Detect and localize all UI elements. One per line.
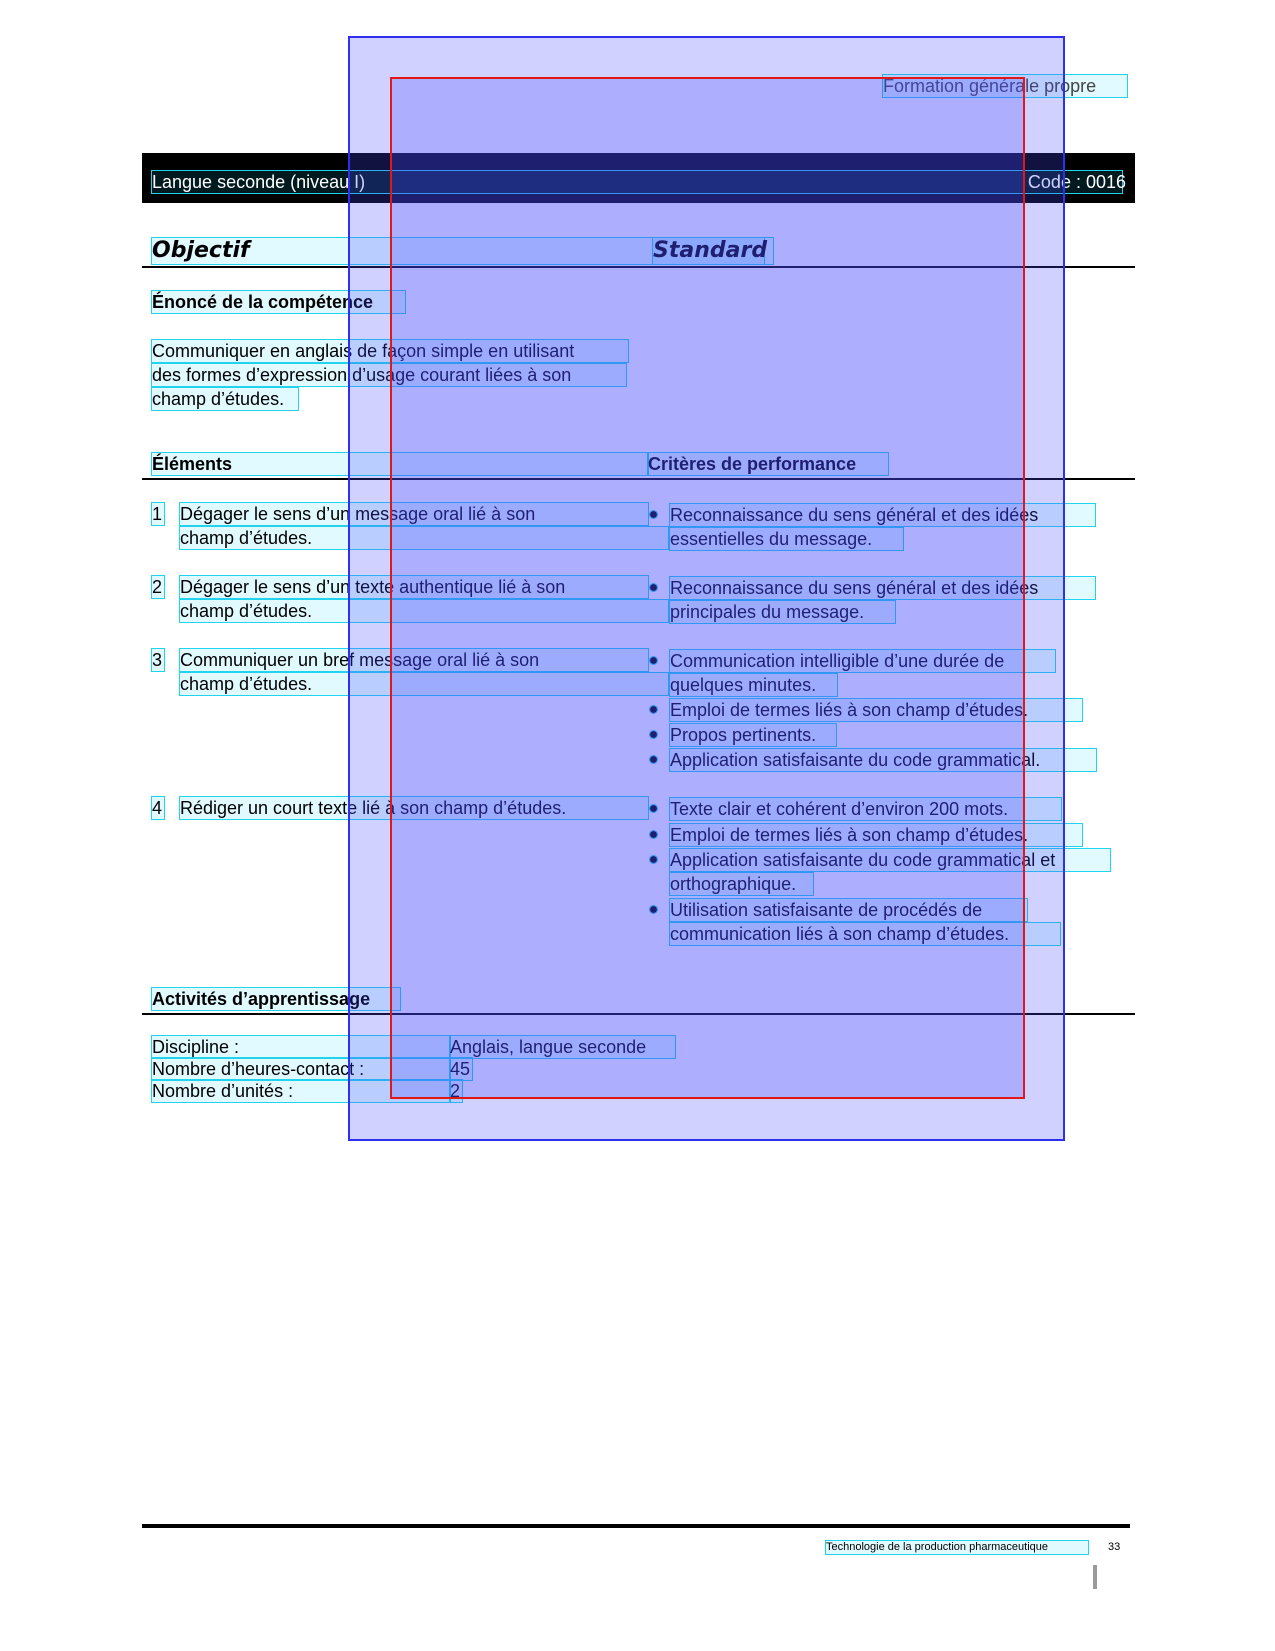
- criterion-4-2: Emploi de termes liés à son champ d’études.: [670, 824, 1082, 846]
- activity-label: Nombre d’heures-contact :: [152, 1058, 450, 1080]
- element-number: 2: [152, 577, 163, 597]
- element-number: 3: [152, 650, 163, 670]
- criterion-3-4: Application satisfaisante du code grammatical.: [670, 749, 1096, 771]
- element-4-line-1: Rédiger un court texte lié à son champ d’études.: [180, 797, 648, 819]
- competence-line-1: Communiquer en anglais de façon simple en utilisant: [152, 340, 628, 362]
- element-number: 1: [152, 504, 163, 524]
- criterion-2-1-line-1: Reconnaissance du sens général et des idées: [670, 577, 1095, 599]
- activity-label: Nombre d’unités :: [152, 1080, 450, 1102]
- activity-value: 45: [450, 1059, 471, 1079]
- criterion-3-1-line-1: Communication intelligible d’une durée de: [670, 650, 1055, 672]
- criterion-1-1-line-1: Reconnaissance du sens général et des idées: [670, 504, 1095, 526]
- footer-rule: [142, 1524, 1130, 1528]
- element-2-line-2: champ d’études.: [180, 600, 668, 622]
- objectif-heading: Objectif: [152, 238, 764, 264]
- page-number: 33: [1108, 1541, 1121, 1553]
- activity-value: 2: [450, 1081, 461, 1101]
- criteria-heading: Critères de performance: [648, 453, 888, 475]
- standard-heading: Standard: [653, 238, 773, 264]
- activity-value: Anglais, langue seconde: [450, 1036, 675, 1058]
- element-3-line-1: Communiquer un bref message oral lié à son: [180, 649, 648, 671]
- criterion-4-4-line-1: Utilisation satisfaisante de procédés de: [670, 899, 1027, 921]
- selection-overlay-inner: [390, 77, 1025, 1099]
- elements-heading: Éléments: [152, 453, 648, 475]
- page-edge-marker: [1093, 1565, 1097, 1589]
- element-number: 4: [152, 798, 163, 818]
- element-3-line-2: champ d’études.: [180, 673, 668, 695]
- activity-label: Discipline :: [152, 1036, 450, 1058]
- competence-line-2: des formes d’expression d’usage courant liées à son: [152, 364, 626, 386]
- criterion-4-1: Texte clair et cohérent d’environ 200 mots.: [670, 798, 1061, 820]
- criterion-4-3-line-2: orthographique.: [670, 873, 813, 895]
- criterion-2-1-line-2: principales du message.: [670, 601, 895, 623]
- element-2-line-1: Dégager le sens d’un texte authentique lié à son: [180, 576, 648, 598]
- criterion-4-3-line-1: Application satisfaisante du code grammatical et: [670, 849, 1110, 871]
- course-title: Langue seconde (niveau I): [152, 171, 1122, 193]
- criterion-1-1-line-2: essentielles du message.: [670, 528, 903, 550]
- document-category-label: Formation générale propre: [883, 75, 1127, 97]
- footer-title: Technologie de la production pharmaceutique: [826, 1541, 1088, 1554]
- competence-heading: Énoncé de la compétence: [152, 291, 405, 313]
- criterion-3-2: Emploi de termes liés à son champ d’études.: [670, 699, 1082, 721]
- element-1-line-1: Dégager le sens d’un message oral lié à son: [180, 503, 648, 525]
- course-code: Code : 0016: [1027, 172, 1126, 192]
- criterion-3-3: Propos pertinents.: [670, 724, 836, 746]
- criterion-3-1-line-2: quelques minutes.: [670, 674, 837, 696]
- criterion-4-4-line-2: communication liés à son champ d’études.: [670, 923, 1060, 945]
- activities-heading: Activités d’apprentissage: [152, 988, 400, 1010]
- element-1-line-2: champ d’études.: [180, 527, 668, 549]
- competence-line-3: champ d’études.: [152, 388, 298, 410]
